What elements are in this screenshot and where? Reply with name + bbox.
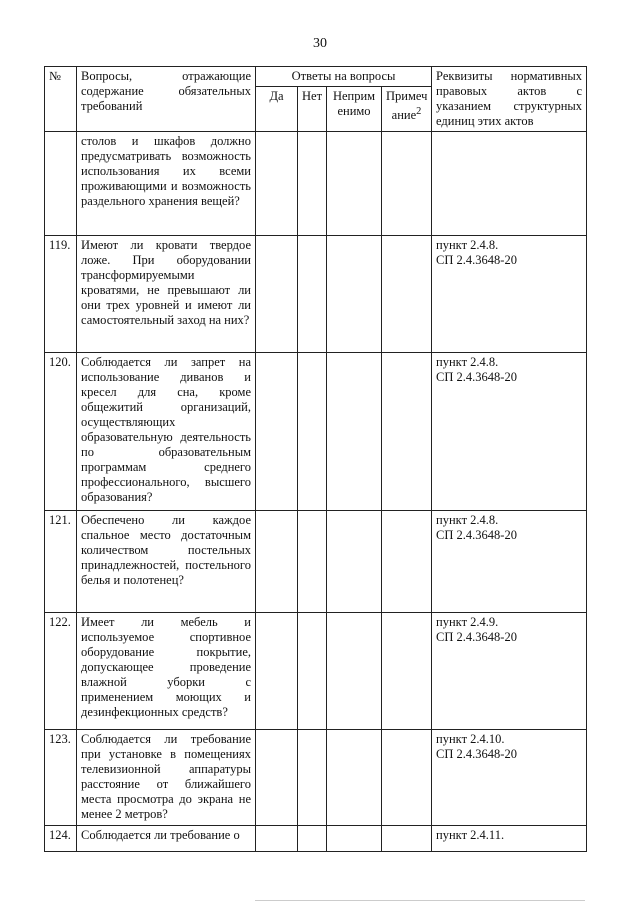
answer-note-cell[interactable]: [382, 236, 432, 353]
requisite-clause: пункт 2.4.9.: [436, 615, 499, 629]
header-requisites: Реквизиты нормативных правовых актов с указанием структурных единиц этих актов: [432, 67, 587, 132]
answer-no-cell[interactable]: [298, 353, 327, 511]
row-number: 121.: [45, 511, 77, 613]
answer-note-cell[interactable]: [382, 511, 432, 613]
row-question: Обеспечено ли каждое спальное место достаточным количеством постельных принадлежностей, постельного белья и полотенец?: [77, 511, 256, 613]
checklist-table: [44, 66, 587, 852]
header-questions: Вопросы, отражающие содержание обязательных требований: [77, 67, 256, 132]
requisite-act: СП 2.4.3648-20: [436, 528, 517, 542]
page-bottom-divider: [255, 900, 585, 901]
answer-na-cell[interactable]: [327, 613, 382, 730]
row-number: 120.: [45, 353, 77, 511]
row-number: 122.: [45, 613, 77, 730]
row-number: 123.: [45, 730, 77, 826]
header-not-applicable: Неприм енимо: [327, 87, 382, 132]
answer-note-cell[interactable]: [382, 730, 432, 826]
row-requisites: [432, 613, 587, 730]
header-answers: Ответы на вопросы: [256, 67, 432, 87]
answer-na-cell[interactable]: [327, 730, 382, 826]
table-header-row: [45, 67, 587, 87]
requisite-clause: пункт 2.4.10.: [436, 732, 505, 746]
table-row: [45, 613, 587, 730]
header-number: №: [45, 67, 77, 132]
row-requisites: [432, 730, 587, 826]
row-requisites: [432, 511, 587, 613]
requisite-act: СП 2.4.3648-20: [436, 630, 517, 644]
answer-yes-cell[interactable]: [256, 730, 298, 826]
table-row: [45, 511, 587, 613]
table-row: [45, 236, 587, 353]
row-question: Соблюдается ли запрет на использование диванов и кресел для сна, кроме общежитий организаций, осуществляющих образовательную деятельность по образовательным программам среднего профессионального, высшего образования?: [77, 353, 256, 511]
row-number: 124.: [45, 826, 77, 852]
table-row: [45, 826, 587, 852]
table-row: [45, 353, 587, 511]
row-question: Имеют ли кровати твердое ложе. При оборудовании трансформируемыми кроватями, не превышают ли они трех уровней и имеют ли самостоятельный заход на них?: [77, 236, 256, 353]
header-no: Нет: [298, 87, 327, 132]
header-note-footnote: 2: [416, 106, 422, 117]
requisite-clause: пункт 2.4.11.: [436, 828, 505, 842]
answer-note-cell[interactable]: [382, 613, 432, 730]
row-number: 119.: [45, 236, 77, 353]
answer-no-cell[interactable]: [298, 236, 327, 353]
table-row: [45, 730, 587, 826]
row-requisites: [432, 353, 587, 511]
answer-yes-cell[interactable]: [256, 511, 298, 613]
requisite-clause: пункт 2.4.8.: [436, 355, 499, 369]
header-note-label: Примеч ание: [386, 89, 428, 123]
answer-no-cell[interactable]: [298, 511, 327, 613]
requisite-clause: пункт 2.4.8.: [436, 238, 499, 252]
answer-note-cell[interactable]: [382, 132, 432, 236]
answer-yes-cell[interactable]: [256, 236, 298, 353]
answer-na-cell[interactable]: [327, 826, 382, 852]
answer-na-cell[interactable]: [327, 511, 382, 613]
answer-yes-cell[interactable]: [256, 826, 298, 852]
answer-yes-cell[interactable]: [256, 613, 298, 730]
table-row: [45, 132, 587, 236]
answer-no-cell[interactable]: [298, 826, 327, 852]
requisite-clause: пункт 2.4.8.: [436, 513, 499, 527]
answer-no-cell[interactable]: [298, 132, 327, 236]
row-question: столов и шкафов должно предусматривать возможность использования их всеми проживающими и возможность раздельного хранения вещей?: [77, 132, 256, 236]
row-question: Соблюдается ли требование при установке в помещениях телевизионной аппаратуры расстояние от ближайшего места просмотра до экрана не менее 2 метров?: [77, 730, 256, 826]
header-note: [382, 87, 432, 132]
row-requisites: [432, 132, 587, 236]
answer-yes-cell[interactable]: [256, 132, 298, 236]
answer-na-cell[interactable]: [327, 132, 382, 236]
row-requisites: [432, 236, 587, 353]
answer-yes-cell[interactable]: [256, 353, 298, 511]
row-requisites: [432, 826, 587, 852]
row-number: [45, 132, 77, 236]
answer-no-cell[interactable]: [298, 613, 327, 730]
answer-na-cell[interactable]: [327, 353, 382, 511]
answer-note-cell[interactable]: [382, 826, 432, 852]
requisite-act: СП 2.4.3648-20: [436, 253, 517, 267]
requisite-act: СП 2.4.3648-20: [436, 370, 517, 384]
answer-na-cell[interactable]: [327, 236, 382, 353]
header-yes: Да: [256, 87, 298, 132]
answer-no-cell[interactable]: [298, 730, 327, 826]
row-question: Имеет ли мебель и используемое спортивное оборудование покрытие, допускающее проведение влажной уборки с применением моющих и дезинфекционных средств?: [77, 613, 256, 730]
answer-note-cell[interactable]: [382, 353, 432, 511]
page-number: 30: [313, 36, 327, 51]
requisite-act: СП 2.4.3648-20: [436, 747, 517, 761]
row-question: Соблюдается ли требование о: [77, 826, 256, 852]
